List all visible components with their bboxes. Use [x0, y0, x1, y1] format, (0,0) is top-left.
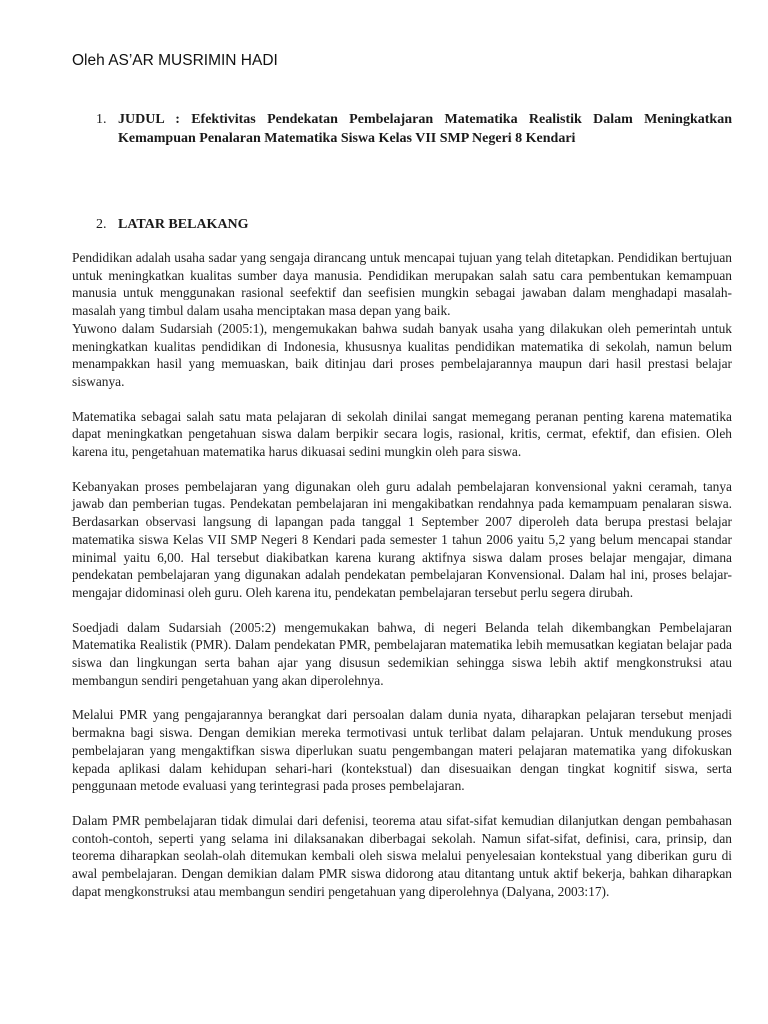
section-number: 1.: [96, 112, 107, 127]
paragraph: Pendidikan adalah usaha sadar yang sengaja dirancang untuk mencapai tujuan yang telah ditetapkan. Pendidikan bertujuan untuk meningkatkan kualitas sumber daya manusia. Pendidikan merupakan salah satu cara pembentukan kemampuan manusia untuk menggunakan rasional seefektif dan seefisien mungkin sebagai jawaban dalam menghadapi masalah-masalah yang timbul dalam usaha menciptakan masa depan yang baik.: [72, 250, 732, 319]
title-text: JUDUL : Efektivitas Pendekatan Pembelajaran Matematika Realistik Dalam Meningkatkan Kemampuan Penalaran Matematika Siswa Kelas VII SMP Negeri 8 Kendari: [118, 112, 732, 146]
section-heading-background: [96, 215, 732, 234]
paragraph: Dalam PMR pembelajaran tidak dimulai dari defenisi, teorema atau sifat-sifat kemudian dilanjutkan dengan pembahasan contoh-contoh, seperti yang selama ini dilaksanakan diberbagai sekolah. Namun sifat-sifat, definisi, cara, prinsip, dan teorema diharapkan seolah-olah ditemukan kembali oleh siswa melalui penyelesaian kontekstual yang diberikan guru di awal pembelajaran. Dengan demikian dalam PMR siswa didorong atau ditantang untuk aktif bekerja, bahkan diharapkan dapat mengkonstruksi atau membangun sendiri pengetahuan yang diperolehnya (Dalyana, 2003:17).: [72, 812, 732, 899]
paragraph: Kebanyakan proses pembelajaran yang digunakan oleh guru adalah pembelajaran konvensional yakni ceramah, tanya jawab dan pemberian tugas. Pendekatan pembelajaran ini mengakibatkan rendahnya pada kemampuam penalaran siswa. Berdasarkan observasi langsung di lapangan pada tanggal 1 September 2007 diperoleh data berupa prestasi belajar matematika siswa Kelas VII SMP Negeri 8 Kendari pada semester 1 tahun 2006 yaitu 5,2 yang belum mencapai standar minimal yaitu 6,00. Hal tersebut diakibatkan karena kurang aktifnya siswa dalam proses belajar mengajar, dimana pendekatan pembelajaran yang digunakan adalah pendekatan pembelajaran Konvensional. Dalam hal ini, proses belajar-mengajar didominasi oleh guru. Oleh karena itu, pendekatan pembelajaran tersebut perlu segera dirubah.: [72, 478, 732, 600]
paragraph: Matematika sebagai salah satu mata pelajaran di sekolah dinilai sangat memegang peranan penting karena matematika dapat meningkatkan pengetahuan siswa dalam berpikir secara logis, rasional, kritis, cermat, efektif, dan efisien. Oleh karena itu, pengetahuan matematika harus dikuasai sedini mungkin oleh para siswa.: [72, 408, 732, 460]
section-number: 2.: [96, 217, 107, 232]
author-line: Oleh AS’AR MUSRIMIN HADI: [72, 52, 278, 69]
paragraph: Melalui PMR yang pengajarannya berangkat dari persoalan dalam dunia nyata, diharapkan pelajaran tersebut menjadi bermakna bagi siswa. Dengan demikian mereka termotivasi untuk terlibat dalam pelajaran. Untuk mendukung proses pembelajaran yang mengaktifkan siswa diperlukan suatu pengembangan materi pelajaran matematika yang difokuskan kepada aplikasi dalam kehidupan sehari-hari (kontekstual) dan disesuaikan dengan tingkat kognitif siswa, serta penggunaan metode evaluasi yang terintegrasi pada proses pembelajaran.: [72, 707, 732, 794]
body-text: [72, 249, 732, 918]
section-title: LATAR BELAKANG: [118, 217, 249, 232]
paragraph: Yuwono dalam Sudarsiah (2005:1), mengemukakan bahwa sudah banyak usaha yang dilakukan oleh pemerintah untuk meningkatkan kualitas pendidikan di Indonesia, khususnya kualitas pendidikan matematika di sekolah, namun belum menampakkan hasil yang memuaskan, baik ditinjau dari proses pembelajarannya maupun dari hasil prestasi belajar siswanya.: [72, 320, 732, 389]
paragraph: Soedjadi dalam Sudarsiah (2005:2) mengemukakan bahwa, di negeri Belanda telah dikembangkan Pembelajaran Matematika Realistik (PMR). Dalam pendekatan PMR, pembelajaran matematika lebih memusatkan kegiatan belajar pada siswa dan lingkungan serta bahan ajar yang disusun sedemikian sehingga siswa lebih aktif mengkonstruksi atau membangun sendiri pengetahuan yang akan diperolehnya.: [72, 619, 732, 688]
section-heading-title: [96, 110, 732, 148]
